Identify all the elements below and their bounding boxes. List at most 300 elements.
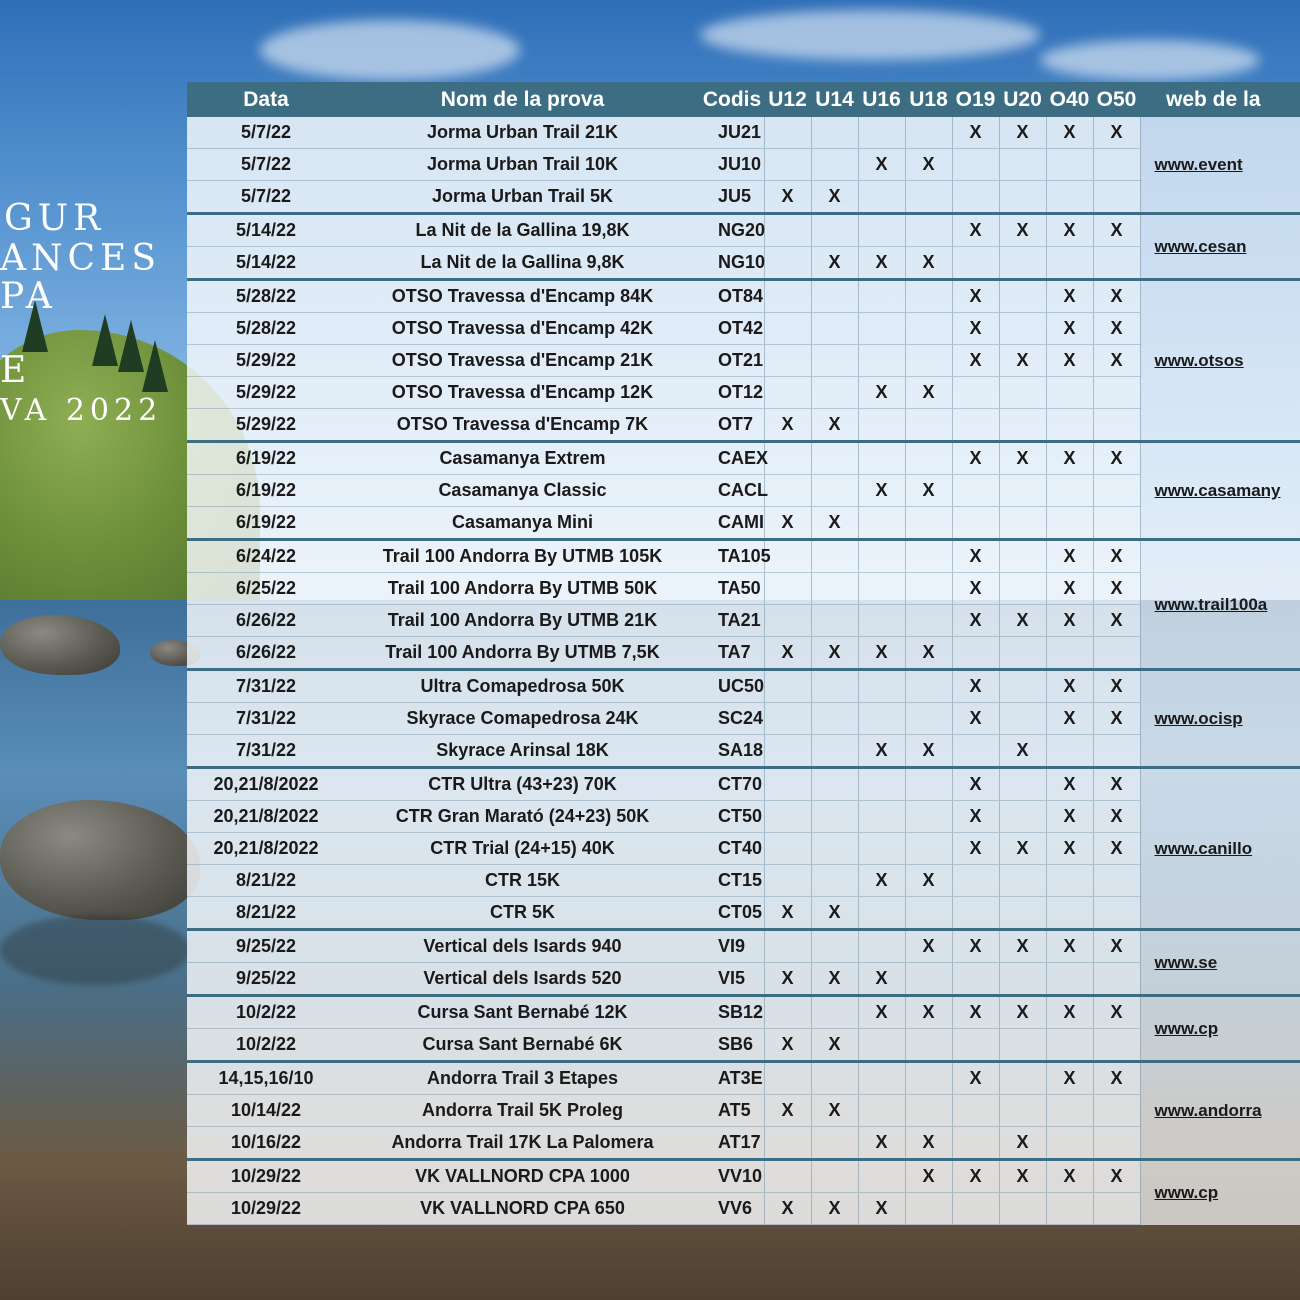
cell-category-u16 <box>858 507 905 540</box>
side-title-line-4: E <box>0 350 32 391</box>
cell-category-u16 <box>858 1029 905 1062</box>
table-row <box>187 540 1300 573</box>
cell-category-u12 <box>764 214 811 247</box>
header-date: Data <box>187 82 345 117</box>
cell-category-u14 <box>811 996 858 1029</box>
cell-category-o40: X <box>1046 573 1093 605</box>
cell-category-u18 <box>905 507 952 540</box>
cell-date: 6/26/22 <box>187 637 345 670</box>
cell-website <box>1140 540 1300 670</box>
cell-category-u18 <box>905 670 952 703</box>
cell-category-o50: X <box>1093 1160 1140 1193</box>
cell-race-name: VK VALLNORD CPA 650 <box>345 1193 700 1225</box>
cell-category-u16 <box>858 1095 905 1127</box>
cell-category-u14: X <box>811 637 858 670</box>
cell-category-o40: X <box>1046 605 1093 637</box>
cell-category-o19: X <box>952 703 999 735</box>
table-header-row <box>187 82 1300 117</box>
cell-category-u18: X <box>905 637 952 670</box>
cell-date: 7/31/22 <box>187 735 345 768</box>
cell-category-u16 <box>858 670 905 703</box>
cell-category-u12 <box>764 930 811 963</box>
cell-category-o40: X <box>1046 833 1093 865</box>
cell-category-o19 <box>952 963 999 996</box>
cell-race-name: CTR Trial (24+15) 40K <box>345 833 700 865</box>
cell-category-u14: X <box>811 409 858 442</box>
cell-category-u12: X <box>764 1193 811 1225</box>
website-link[interactable]: www.andorra <box>1154 1101 1262 1120</box>
cell-category-u14 <box>811 442 858 475</box>
cell-date: 7/31/22 <box>187 670 345 703</box>
cell-category-u16: X <box>858 247 905 280</box>
cell-code: VI9 <box>700 930 764 963</box>
cell-category-o40 <box>1046 507 1093 540</box>
cell-category-u18 <box>905 1029 952 1062</box>
cell-category-o50 <box>1093 507 1140 540</box>
cell-date: 5/7/22 <box>187 117 345 149</box>
cell-race-name: Jorma Urban Trail 10K <box>345 149 700 181</box>
cell-category-u16 <box>858 573 905 605</box>
cell-category-u16 <box>858 1160 905 1193</box>
cell-category-o40: X <box>1046 801 1093 833</box>
cell-category-o50: X <box>1093 117 1140 149</box>
cell-category-u14: X <box>811 1193 858 1225</box>
cell-category-o19: X <box>952 605 999 637</box>
cell-category-u14 <box>811 540 858 573</box>
table-row <box>187 1193 1300 1225</box>
cell-category-u12 <box>764 801 811 833</box>
cell-category-u16 <box>858 280 905 313</box>
cell-category-u14 <box>811 117 858 149</box>
cell-category-u12 <box>764 768 811 801</box>
cell-category-o50: X <box>1093 605 1140 637</box>
cell-category-u18 <box>905 1062 952 1095</box>
cell-code: JU5 <box>700 181 764 214</box>
cell-category-o19: X <box>952 768 999 801</box>
cell-category-o19: X <box>952 801 999 833</box>
cell-category-u12 <box>764 605 811 637</box>
cell-category-u16: X <box>858 1193 905 1225</box>
cell-category-o19: X <box>952 442 999 475</box>
website-link[interactable]: www.otsos <box>1154 351 1244 370</box>
cell-category-u12 <box>764 377 811 409</box>
cell-date: 9/25/22 <box>187 930 345 963</box>
cell-category-o40 <box>1046 897 1093 930</box>
cell-category-u12 <box>764 573 811 605</box>
cell-category-o50 <box>1093 1095 1140 1127</box>
cell-category-u18 <box>905 540 952 573</box>
website-link[interactable]: www.trail100a <box>1154 595 1268 614</box>
cell-category-u16: X <box>858 475 905 507</box>
cell-category-u16 <box>858 345 905 377</box>
cell-category-u14 <box>811 313 858 345</box>
cell-category-u14 <box>811 768 858 801</box>
cell-code: SA18 <box>700 735 764 768</box>
cell-category-u20: X <box>999 117 1046 149</box>
cell-date: 6/19/22 <box>187 442 345 475</box>
cell-category-o40: X <box>1046 996 1093 1029</box>
cell-category-u20 <box>999 670 1046 703</box>
cell-category-u14: X <box>811 247 858 280</box>
cell-category-u16 <box>858 703 905 735</box>
cell-category-o50: X <box>1093 280 1140 313</box>
cell-category-u18 <box>905 280 952 313</box>
side-title-line-2: ANCES <box>0 238 161 279</box>
cell-date: 10/2/22 <box>187 996 345 1029</box>
cell-category-o50: X <box>1093 801 1140 833</box>
cell-category-u14: X <box>811 1029 858 1062</box>
cell-category-u16: X <box>858 377 905 409</box>
cell-category-o19 <box>952 637 999 670</box>
cell-code: SC24 <box>700 703 764 735</box>
table-row <box>187 865 1300 897</box>
cell-category-u14: X <box>811 181 858 214</box>
cell-category-o40 <box>1046 409 1093 442</box>
cell-website <box>1140 930 1300 996</box>
cell-category-u20: X <box>999 605 1046 637</box>
cell-race-name: Trail 100 Andorra By UTMB 50K <box>345 573 700 605</box>
cell-race-name: OTSO Travessa d'Encamp 12K <box>345 377 700 409</box>
cell-code: AT17 <box>700 1127 764 1160</box>
cell-date: 10/29/22 <box>187 1193 345 1225</box>
cell-category-u20 <box>999 409 1046 442</box>
cell-category-u20 <box>999 801 1046 833</box>
cell-category-u18: X <box>905 735 952 768</box>
cell-category-o19 <box>952 1127 999 1160</box>
cell-category-u20: X <box>999 1160 1046 1193</box>
cell-category-u20: X <box>999 442 1046 475</box>
cell-website <box>1140 768 1300 930</box>
cell-date: 5/7/22 <box>187 181 345 214</box>
table-row <box>187 963 1300 996</box>
cell-category-u16 <box>858 897 905 930</box>
cell-code: NG10 <box>700 247 764 280</box>
cell-code: JU21 <box>700 117 764 149</box>
website-link[interactable]: www.cesan <box>1154 237 1247 256</box>
cell-category-o40 <box>1046 149 1093 181</box>
cell-date: 8/21/22 <box>187 865 345 897</box>
cell-category-u18 <box>905 801 952 833</box>
cell-date: 5/29/22 <box>187 345 345 377</box>
website-link[interactable]: www.canillo <box>1154 839 1253 858</box>
cell-date: 6/19/22 <box>187 475 345 507</box>
cell-category-o50 <box>1093 637 1140 670</box>
cell-code: SB6 <box>700 1029 764 1062</box>
cell-category-u12 <box>764 1062 811 1095</box>
cell-category-o50 <box>1093 735 1140 768</box>
table-row <box>187 573 1300 605</box>
cell-category-u12 <box>764 313 811 345</box>
cell-category-o19 <box>952 865 999 897</box>
cell-code: OT84 <box>700 280 764 313</box>
cell-date: 5/14/22 <box>187 214 345 247</box>
cell-category-o40 <box>1046 247 1093 280</box>
cell-category-o19: X <box>952 1160 999 1193</box>
cell-category-u14: X <box>811 897 858 930</box>
cell-category-u20 <box>999 247 1046 280</box>
cell-category-u14 <box>811 1062 858 1095</box>
cell-date: 5/28/22 <box>187 313 345 345</box>
cell-date: 9/25/22 <box>187 963 345 996</box>
cell-category-u16 <box>858 605 905 637</box>
cell-category-u14: X <box>811 507 858 540</box>
cell-race-name: Andorra Trail 5K Proleg <box>345 1095 700 1127</box>
cell-category-o19: X <box>952 573 999 605</box>
cell-category-o50 <box>1093 1193 1140 1225</box>
cell-category-u12 <box>764 475 811 507</box>
cell-category-u18 <box>905 703 952 735</box>
cell-category-o40: X <box>1046 280 1093 313</box>
cell-category-o40: X <box>1046 313 1093 345</box>
website-link[interactable]: www.ocisp <box>1154 709 1243 728</box>
cell-category-o19: X <box>952 930 999 963</box>
cell-category-o40: X <box>1046 703 1093 735</box>
table-row <box>187 117 1300 149</box>
cell-category-o50 <box>1093 149 1140 181</box>
table-row <box>187 735 1300 768</box>
cell-category-o19 <box>952 735 999 768</box>
cell-category-u18 <box>905 313 952 345</box>
table-row <box>187 345 1300 377</box>
table-row <box>187 475 1300 507</box>
header-website: web de la <box>1140 82 1300 117</box>
cell-category-u20: X <box>999 735 1046 768</box>
cell-category-u18 <box>905 117 952 149</box>
cell-category-o40: X <box>1046 345 1093 377</box>
cell-race-name: Andorra Trail 3 Etapes <box>345 1062 700 1095</box>
cell-category-u18: X <box>905 1127 952 1160</box>
cell-category-u12 <box>764 670 811 703</box>
cell-category-u12: X <box>764 1029 811 1062</box>
cell-category-u12: X <box>764 1095 811 1127</box>
table-row <box>187 181 1300 214</box>
table-row <box>187 1062 1300 1095</box>
cell-race-name: CTR Ultra (43+23) 70K <box>345 768 700 801</box>
header-o50: O50 <box>1093 82 1140 117</box>
cell-race-name: Skyrace Comapedrosa 24K <box>345 703 700 735</box>
cell-code: TA50 <box>700 573 764 605</box>
cell-category-u16 <box>858 409 905 442</box>
cell-code: OT21 <box>700 345 764 377</box>
cell-race-name: Casamanya Classic <box>345 475 700 507</box>
cell-category-o19: X <box>952 313 999 345</box>
website-link[interactable]: www.event <box>1154 155 1243 174</box>
cell-category-o19 <box>952 409 999 442</box>
cell-website <box>1140 214 1300 280</box>
cell-category-u18 <box>905 442 952 475</box>
cell-date: 5/29/22 <box>187 409 345 442</box>
cell-code: VV10 <box>700 1160 764 1193</box>
cell-category-u16 <box>858 930 905 963</box>
header-u20: U20 <box>999 82 1046 117</box>
cell-category-u12 <box>764 117 811 149</box>
cell-race-name: La Nit de la Gallina 9,8K <box>345 247 700 280</box>
cell-date: 7/31/22 <box>187 703 345 735</box>
cell-category-u16: X <box>858 963 905 996</box>
cell-race-name: Trail 100 Andorra By UTMB 7,5K <box>345 637 700 670</box>
cell-category-u18 <box>905 573 952 605</box>
cell-category-u14 <box>811 865 858 897</box>
cell-race-name: VK VALLNORD CPA 1000 <box>345 1160 700 1193</box>
cell-date: 8/21/22 <box>187 897 345 930</box>
table-row <box>187 670 1300 703</box>
cell-category-u16: X <box>858 637 905 670</box>
table-row <box>187 897 1300 930</box>
cell-category-u20 <box>999 507 1046 540</box>
website-link[interactable]: www.cp <box>1154 1019 1219 1038</box>
cell-category-o40 <box>1046 865 1093 897</box>
cell-code: CT15 <box>700 865 764 897</box>
cell-category-o40 <box>1046 735 1093 768</box>
cell-website <box>1140 280 1300 442</box>
cell-code: OT7 <box>700 409 764 442</box>
cell-race-name: Ultra Comapedrosa 50K <box>345 670 700 703</box>
cell-category-o50 <box>1093 377 1140 409</box>
cell-website <box>1140 117 1300 214</box>
header-u14: U14 <box>811 82 858 117</box>
cell-category-u12 <box>764 540 811 573</box>
cell-category-u14 <box>811 801 858 833</box>
cell-category-u16: X <box>858 735 905 768</box>
table-row <box>187 247 1300 280</box>
races-table <box>187 82 1300 1225</box>
cell-category-u20 <box>999 963 1046 996</box>
cell-category-u20 <box>999 865 1046 897</box>
cell-category-u14 <box>811 214 858 247</box>
cell-code: NG20 <box>700 214 764 247</box>
cell-category-o40: X <box>1046 442 1093 475</box>
side-title-line-1: GUR <box>4 198 106 239</box>
cell-date: 14,15,16/10 <box>187 1062 345 1095</box>
table-row <box>187 930 1300 963</box>
cell-date: 6/26/22 <box>187 605 345 637</box>
side-title <box>0 200 162 430</box>
cell-category-u14 <box>811 735 858 768</box>
side-title-line-5: VA 2022 <box>0 393 163 428</box>
cell-category-u16: X <box>858 149 905 181</box>
cell-category-o50: X <box>1093 768 1140 801</box>
cell-category-u14 <box>811 573 858 605</box>
cell-category-u16: X <box>858 865 905 897</box>
cell-code: AT3E <box>700 1062 764 1095</box>
website-link[interactable]: www.se <box>1154 953 1218 972</box>
cell-code: VI5 <box>700 963 764 996</box>
cell-category-u18: X <box>905 865 952 897</box>
cell-code: CAEX <box>700 442 764 475</box>
cell-category-o50: X <box>1093 313 1140 345</box>
cell-category-u14: X <box>811 963 858 996</box>
cell-category-u14 <box>811 930 858 963</box>
table-row <box>187 442 1300 475</box>
cell-category-u12 <box>764 247 811 280</box>
cell-date: 5/7/22 <box>187 149 345 181</box>
cell-category-u18: X <box>905 149 952 181</box>
cell-category-o19: X <box>952 670 999 703</box>
cell-category-o50 <box>1093 181 1140 214</box>
cell-category-u20 <box>999 540 1046 573</box>
table-row <box>187 703 1300 735</box>
cell-race-name: OTSO Travessa d'Encamp 84K <box>345 280 700 313</box>
cell-code: CACL <box>700 475 764 507</box>
cell-race-name: CTR 15K <box>345 865 700 897</box>
cell-category-u12: X <box>764 637 811 670</box>
cell-code: TA21 <box>700 605 764 637</box>
cell-category-u20 <box>999 1193 1046 1225</box>
cell-category-u16 <box>858 313 905 345</box>
cell-category-u14 <box>811 670 858 703</box>
cell-category-u16 <box>858 833 905 865</box>
cell-website <box>1140 996 1300 1062</box>
cell-category-o50 <box>1093 897 1140 930</box>
cell-category-o19 <box>952 1193 999 1225</box>
cell-category-u18 <box>905 833 952 865</box>
cell-category-u16 <box>858 540 905 573</box>
cell-category-u16 <box>858 117 905 149</box>
cell-category-u14 <box>811 1160 858 1193</box>
cell-category-o40: X <box>1046 214 1093 247</box>
table-row <box>187 1160 1300 1193</box>
cell-date: 6/19/22 <box>187 507 345 540</box>
cell-category-u12 <box>764 1160 811 1193</box>
cell-date: 10/16/22 <box>187 1127 345 1160</box>
cell-category-u18 <box>905 214 952 247</box>
cell-category-o40 <box>1046 475 1093 507</box>
cell-race-name: Trail 100 Andorra By UTMB 105K <box>345 540 700 573</box>
cell-category-o50: X <box>1093 833 1140 865</box>
cell-category-u20 <box>999 181 1046 214</box>
cell-category-u18 <box>905 181 952 214</box>
cell-category-o40: X <box>1046 1062 1093 1095</box>
cell-category-o19 <box>952 897 999 930</box>
cell-category-u20 <box>999 377 1046 409</box>
header-o19: O19 <box>952 82 999 117</box>
cell-category-u16 <box>858 768 905 801</box>
cell-category-o40: X <box>1046 930 1093 963</box>
cell-category-u14 <box>811 703 858 735</box>
cell-category-o19: X <box>952 540 999 573</box>
website-link[interactable]: www.casamany <box>1154 481 1281 500</box>
races-table-container <box>187 82 1300 1225</box>
header-u12: U12 <box>764 82 811 117</box>
table-row <box>187 280 1300 313</box>
cell-category-o50 <box>1093 865 1140 897</box>
website-link[interactable]: www.cp <box>1154 1183 1219 1203</box>
cell-category-o50 <box>1093 1127 1140 1160</box>
cell-category-u20 <box>999 1062 1046 1095</box>
cell-category-o19: X <box>952 833 999 865</box>
cell-category-u20 <box>999 149 1046 181</box>
cell-code: CAMI <box>700 507 764 540</box>
cell-date: 5/14/22 <box>187 247 345 280</box>
cell-category-u12 <box>764 703 811 735</box>
cell-code: TA7 <box>700 637 764 670</box>
cell-code: UC50 <box>700 670 764 703</box>
cell-category-u18 <box>905 345 952 377</box>
cell-category-u20 <box>999 1095 1046 1127</box>
cell-category-o40 <box>1046 1127 1093 1160</box>
cell-date: 20,21/8/2022 <box>187 801 345 833</box>
cell-category-o50: X <box>1093 345 1140 377</box>
table-row <box>187 996 1300 1029</box>
table-row <box>187 214 1300 247</box>
cell-category-o40: X <box>1046 1160 1093 1193</box>
cell-category-u16 <box>858 1062 905 1095</box>
cell-category-u12 <box>764 280 811 313</box>
cell-date: 6/24/22 <box>187 540 345 573</box>
cell-category-o40: X <box>1046 117 1093 149</box>
cell-category-u20 <box>999 703 1046 735</box>
cell-date: 10/2/22 <box>187 1029 345 1062</box>
